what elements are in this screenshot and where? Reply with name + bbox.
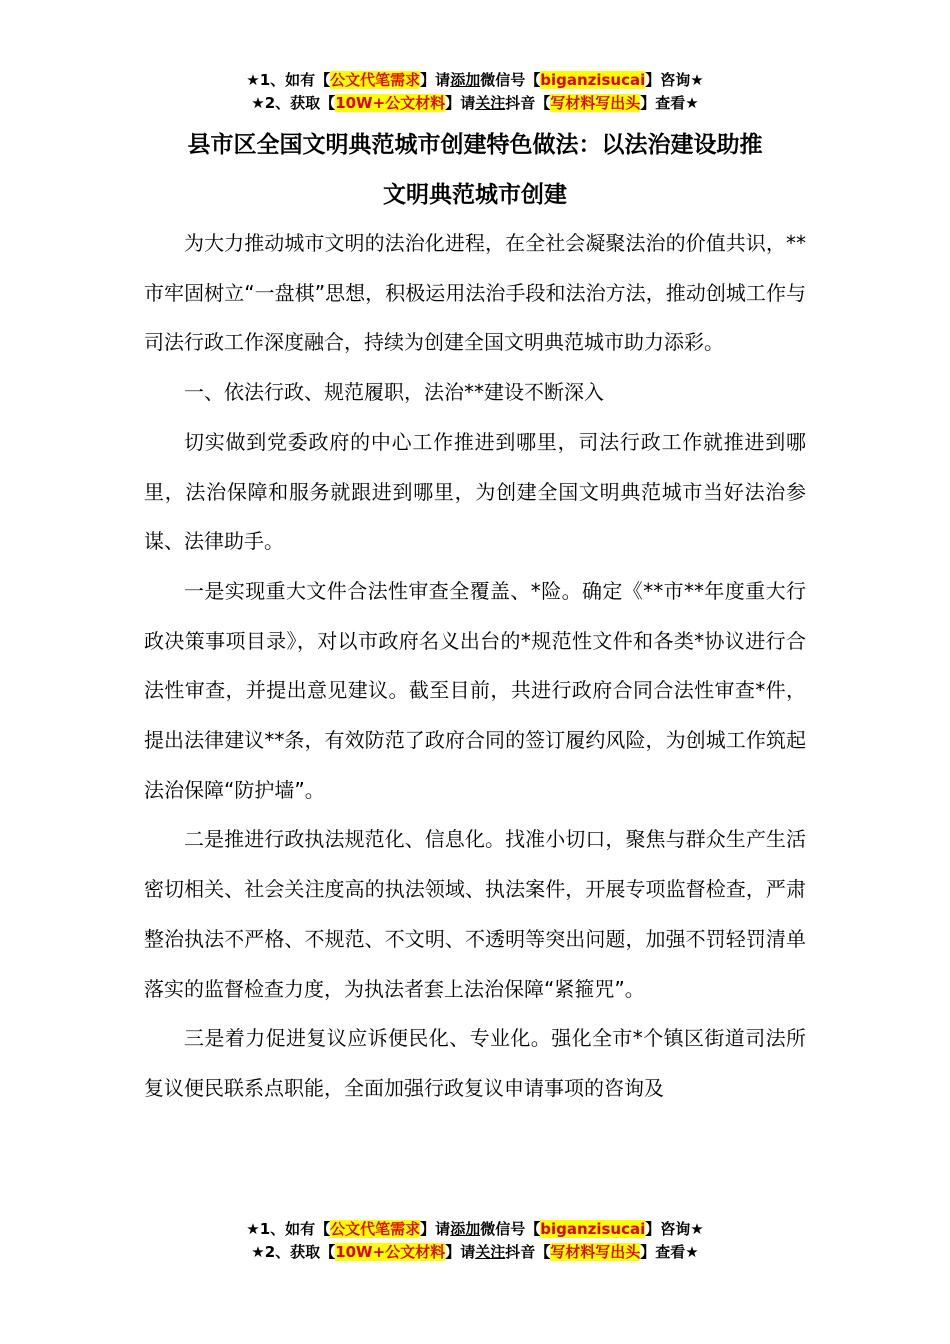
banner-line-2: ★2、获取【10W+公文材料】请关注抖音【写材料写出头】查看★ xyxy=(251,1243,699,1261)
footer-banner xyxy=(0,1218,950,1264)
underlined-text: 关注 xyxy=(475,1243,506,1261)
document-title xyxy=(144,120,806,220)
highlight-text: biganzisucai xyxy=(540,1220,646,1238)
underlined-text: 关注 xyxy=(475,94,506,112)
highlight-text: 10W+公文材料 xyxy=(335,94,446,112)
paragraph: 切实做到党委政府的中心工作推进到哪里，司法行政工作就推进到哪里，法治保障和服务就跟进到哪里，为创建全国文明典范城市当好法治参谋、法律助手。 xyxy=(144,429,806,554)
title-line-1: 县市区全国文明典范城市创建特色做法：以法治建设助推 xyxy=(187,132,763,158)
banner-line-2: ★2、获取【10W+公文材料】请关注抖音【写材料写出头】查看★ xyxy=(251,94,699,112)
banner-line-1: ★1、如有【公文代笔需求】请添加微信号【biganzisucai】咨询★ xyxy=(246,71,704,89)
paragraph: 一是实现重大文件合法性审查全覆盖、*险。确定《**市**年度重大行政决策事项目录》，对以市政府名义出台的*规范性文件和各类*协议进行合法性审查，并提出意见建议。截至目前，共进行政府合同合法性审查*件，提出法律建议**条，有效防范了政府合同的签订履约风险，为创城工作筑起法治保障“防护墙”。 xyxy=(144,578,806,802)
paragraph-intro: 为大力推动城市文明的法治化进程，在全社会凝聚法治的价值共识，**市牢固树立“一盘棋”思想，积极运用法治手段和法治方法，推动创城工作与司法行政工作深度融合，持续为创建全国文明典范城市助力添彩。 xyxy=(144,231,806,355)
document-body xyxy=(144,219,806,1114)
highlight-text: 公文代笔需求 xyxy=(330,71,421,89)
highlight-text: 公文代笔需求 xyxy=(330,1220,421,1238)
highlight-text: 写材料写出头 xyxy=(550,1243,641,1261)
underlined-text: 添加 xyxy=(450,71,481,89)
highlight-text: 10W+公文材料 xyxy=(335,1243,446,1261)
header-banner xyxy=(0,69,950,115)
highlight-text: biganzisucai xyxy=(540,71,646,89)
paragraph: 三是着力促进复议应诉便民化、专业化。强化全市*个镇区街道司法所复议便民联系点职能，全面加强行政复议申请事项的咨询及 xyxy=(144,1026,806,1100)
section-heading: 一、依法行政、规范履职，法治**建设不断深入 xyxy=(184,380,604,405)
title-line-2: 文明典范城市创建 xyxy=(383,182,567,208)
underlined-text: 添加 xyxy=(450,1220,481,1238)
banner-line-1: ★1、如有【公文代笔需求】请添加微信号【biganzisucai】咨询★ xyxy=(246,1220,704,1238)
highlight-text: 写材料写出头 xyxy=(550,94,641,112)
paragraph: 二是推进行政执法规范化、信息化。找准小切口，聚焦与群众生产生活密切相关、社会关注度高的执法领域、执法案件，开展专项监督检查，严肃整治执法不严格、不规范、不文明、不透明等突出问题，加强不罚轻罚清单落实的监督检查力度，为执法者套上法治保障“紧箍咒”。 xyxy=(144,827,806,1001)
